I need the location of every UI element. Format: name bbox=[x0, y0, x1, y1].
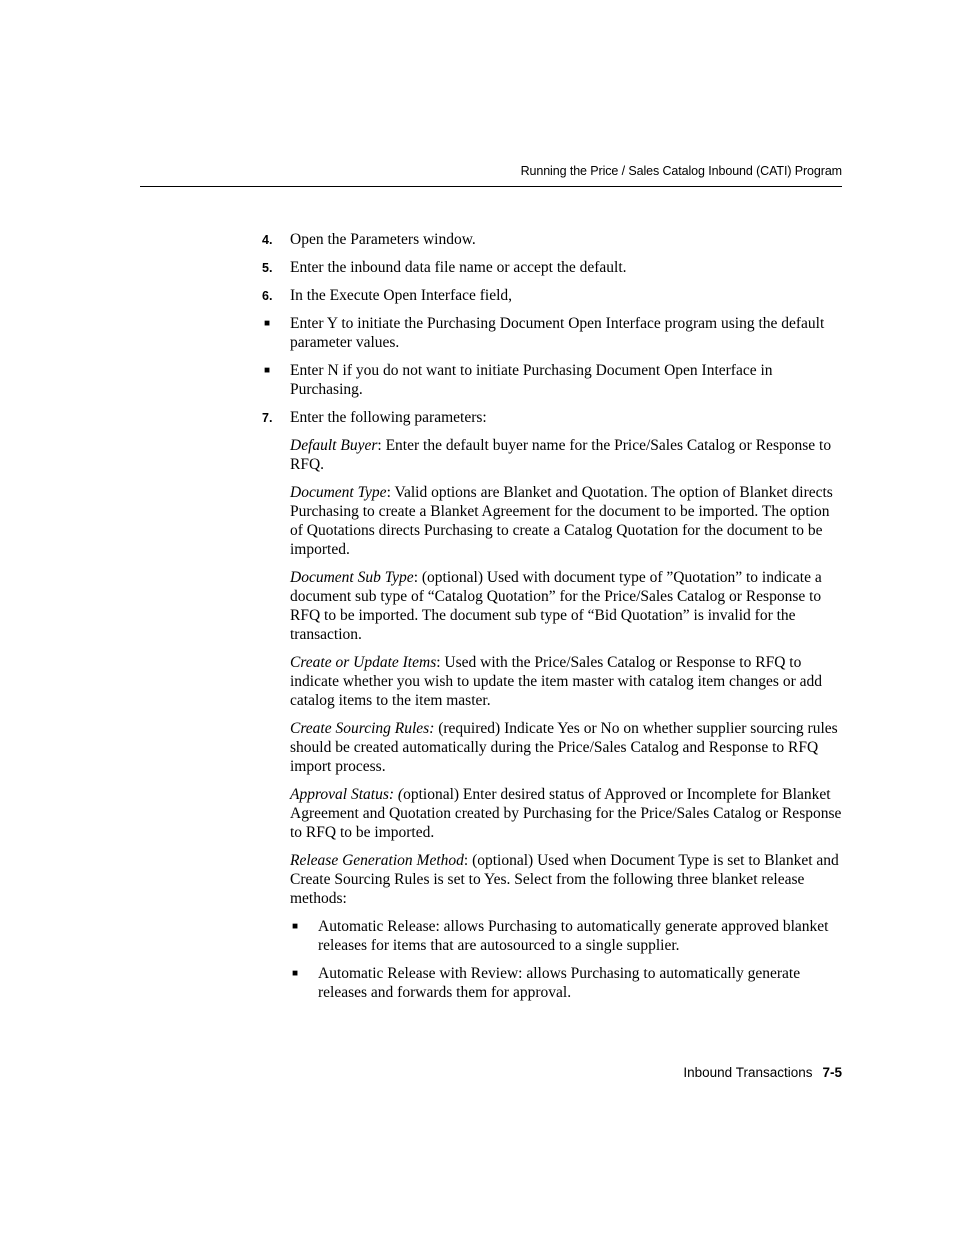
parameter-separator: : bbox=[413, 569, 418, 586]
bullet-item bbox=[262, 361, 842, 399]
step-number: 5. bbox=[262, 261, 273, 275]
step-item bbox=[262, 258, 842, 277]
parameter-name: Approval Status: ( bbox=[290, 786, 404, 803]
parameter-description: (optional) Used with document type of ”Quotation” to indicate a document sub type of “Catalog Quotation” for the Price/Sales Catalog or Response to RFQ to be imported. The document sub type of “Bid Quotation” is invalid for the transaction. bbox=[290, 569, 822, 643]
step-number: 7. bbox=[262, 411, 273, 425]
parameter-name: Create or Update Items bbox=[290, 654, 437, 671]
bullet-text: Enter N if you do not want to initiate Purchasing Document Open Interface in Purchasing. bbox=[290, 362, 773, 398]
release-method-item bbox=[290, 917, 842, 955]
step-item bbox=[262, 408, 842, 427]
parameter-description: Valid options are Blanket and Quotation. The option of Blanket directs Purchasing to create a Blanket Agreement for the document to be imported. The option of Quotations directs Purchasing to create a Catalog Quotation for the document to be imported. bbox=[290, 484, 833, 558]
release-method-text: Automatic Release with Review: allows Purchasing to automatically generate releases and forwards them for approval. bbox=[318, 965, 801, 1001]
parameter-create-sourcing-rules bbox=[290, 719, 842, 776]
bullet-text: Enter Y to initiate the Purchasing Document Open Interface program using the default parameter values. bbox=[290, 315, 825, 351]
bullet-icon: ■ bbox=[292, 968, 299, 979]
parameter-document-type bbox=[290, 483, 842, 559]
bullet-icon: ■ bbox=[264, 365, 271, 376]
bullet-item bbox=[262, 314, 842, 352]
step-item bbox=[262, 286, 842, 305]
step-text: Enter the inbound data file name or accept the default. bbox=[290, 259, 627, 276]
parameter-description: (optional) Used when Document Type is set to Blanket and Create Sourcing Rules is set to Yes. Select from the following three blanket release methods: bbox=[290, 852, 839, 907]
footer-section: Inbound Transactions bbox=[683, 1065, 813, 1080]
parameter-create-or-update-items bbox=[290, 653, 842, 710]
parameter-description: optional) Enter desired status of Approved or Incomplete for Blanket Agreement and Quotation created by Purchasing for the Price/Sales Catalog or Response to RFQ to be imported. bbox=[290, 786, 842, 841]
header-rule bbox=[140, 186, 842, 187]
running-header: Running the Price / Sales Catalog Inbound (CATI) Program bbox=[520, 164, 842, 178]
parameter-description: Enter the default buyer name for the Price/Sales Catalog or Response to RFQ. bbox=[290, 437, 832, 473]
release-method-item bbox=[290, 964, 842, 1002]
parameter-name: Document Sub Type bbox=[290, 569, 414, 586]
parameter-approval-status bbox=[290, 785, 842, 842]
step-text: Open the Parameters window. bbox=[290, 231, 476, 248]
parameter-name: Create Sourcing Rules: bbox=[290, 720, 435, 737]
page-number: 7-5 bbox=[822, 1065, 842, 1080]
bullet-icon: ■ bbox=[264, 318, 271, 329]
step-item bbox=[262, 230, 842, 249]
parameter-description: Used with the Price/Sales Catalog or Response to RFQ to indicate whether you wish to update the item master with catalog item changes or add catalog items to the item master. bbox=[290, 654, 823, 709]
page-footer bbox=[140, 1065, 842, 1080]
parameter-name: Release Generation Method bbox=[290, 852, 464, 869]
parameter-separator: : bbox=[436, 654, 441, 671]
release-method-text: Automatic Release: allows Purchasing to automatically generate approved blanket releases for items that are autosourced to a single supplier. bbox=[318, 918, 829, 954]
page-body bbox=[262, 230, 842, 1011]
parameter-description: (required) Indicate Yes or No on whether supplier sourcing rules should be created automatically during the Price/Sales Catalog and Response to RFQ import process. bbox=[290, 720, 838, 775]
parameter-document-sub-type bbox=[290, 568, 842, 644]
parameter-separator: : bbox=[386, 484, 391, 501]
step-text: Enter the following parameters: bbox=[290, 409, 487, 426]
parameter-name: Document Type bbox=[290, 484, 387, 501]
parameter-name: Default Buyer bbox=[290, 437, 378, 454]
step-number: 4. bbox=[262, 233, 273, 247]
parameter-separator: : bbox=[377, 437, 382, 454]
parameter-separator: : bbox=[463, 852, 469, 869]
parameter-release-generation-method bbox=[290, 851, 842, 908]
bullet-icon: ■ bbox=[292, 921, 299, 932]
step-number: 6. bbox=[262, 289, 273, 303]
parameter-default-buyer bbox=[290, 436, 842, 474]
step-text: In the Execute Open Interface field, bbox=[290, 287, 513, 304]
